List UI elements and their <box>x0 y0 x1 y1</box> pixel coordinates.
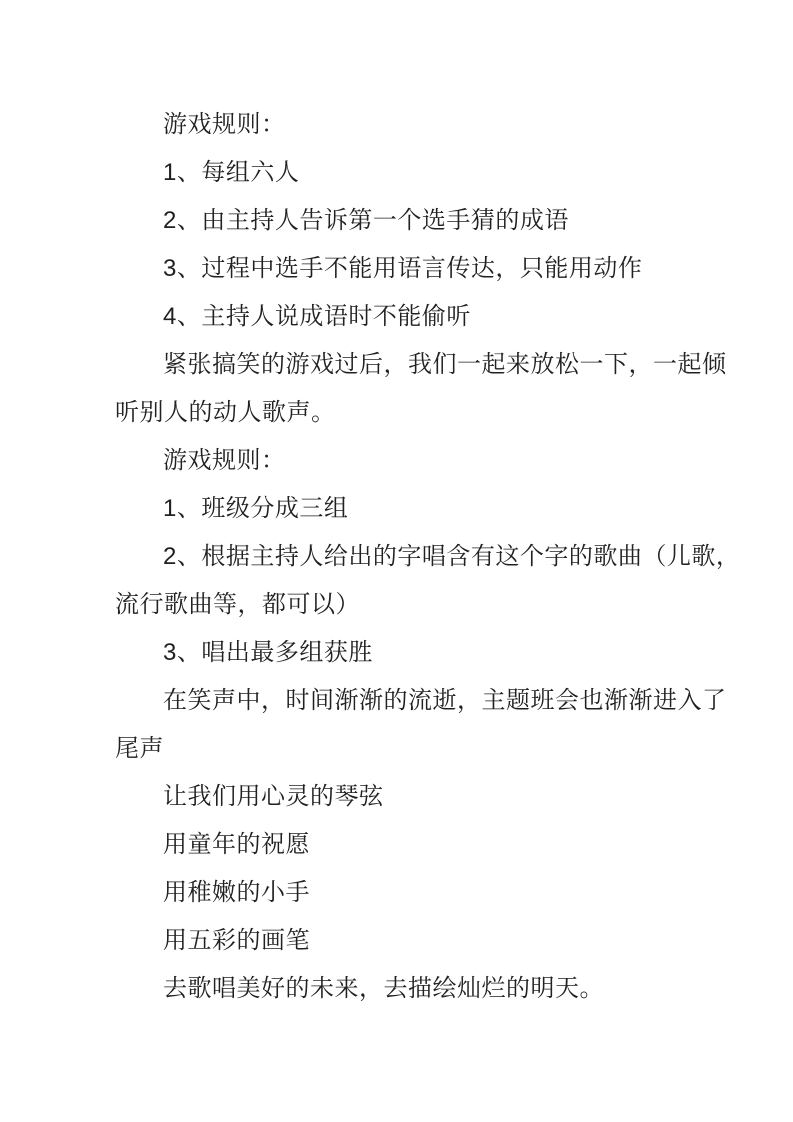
text-line: 2、由主持人告诉第一个选手猜的成语 <box>163 207 569 234</box>
text-line: 去歌唱美好的未来，去描绘灿烂的明天。 <box>163 975 604 1002</box>
text-line: 用童年的祝愿 <box>163 831 310 858</box>
text-line: 1、每组六人 <box>163 159 300 186</box>
text-line: 游戏规则： <box>163 111 286 138</box>
text-line: 用五彩的画笔 <box>163 927 310 954</box>
text-line: 让我们用心灵的琴弦 <box>163 783 384 810</box>
text-line: 4、主持人说成语时不能偷听 <box>163 303 471 330</box>
text-line: 流行歌曲等，都可以） <box>115 591 360 618</box>
document-text-body <box>115 101 741 1013</box>
text-line: 在笑声中，时间渐渐的流逝，主题班会也渐渐进入了 <box>163 687 727 714</box>
text-line: 尾声 <box>115 735 164 762</box>
text-line: 用稚嫩的小手 <box>163 879 310 906</box>
text-line: 2、根据主持人给出的字唱含有这个字的歌曲（儿歌， <box>163 543 741 570</box>
text-line: 听别人的动人歌声。 <box>115 399 336 426</box>
text-line: 3、唱出最多组获胜 <box>163 639 373 666</box>
text-line: 1、班级分成三组 <box>163 495 349 522</box>
text-line: 紧张搞笑的游戏过后，我们一起来放松一下，一起倾 <box>163 351 727 378</box>
text-line: 游戏规则： <box>163 447 286 474</box>
text-line: 3、过程中选手不能用语言传达，只能用动作 <box>163 255 643 282</box>
